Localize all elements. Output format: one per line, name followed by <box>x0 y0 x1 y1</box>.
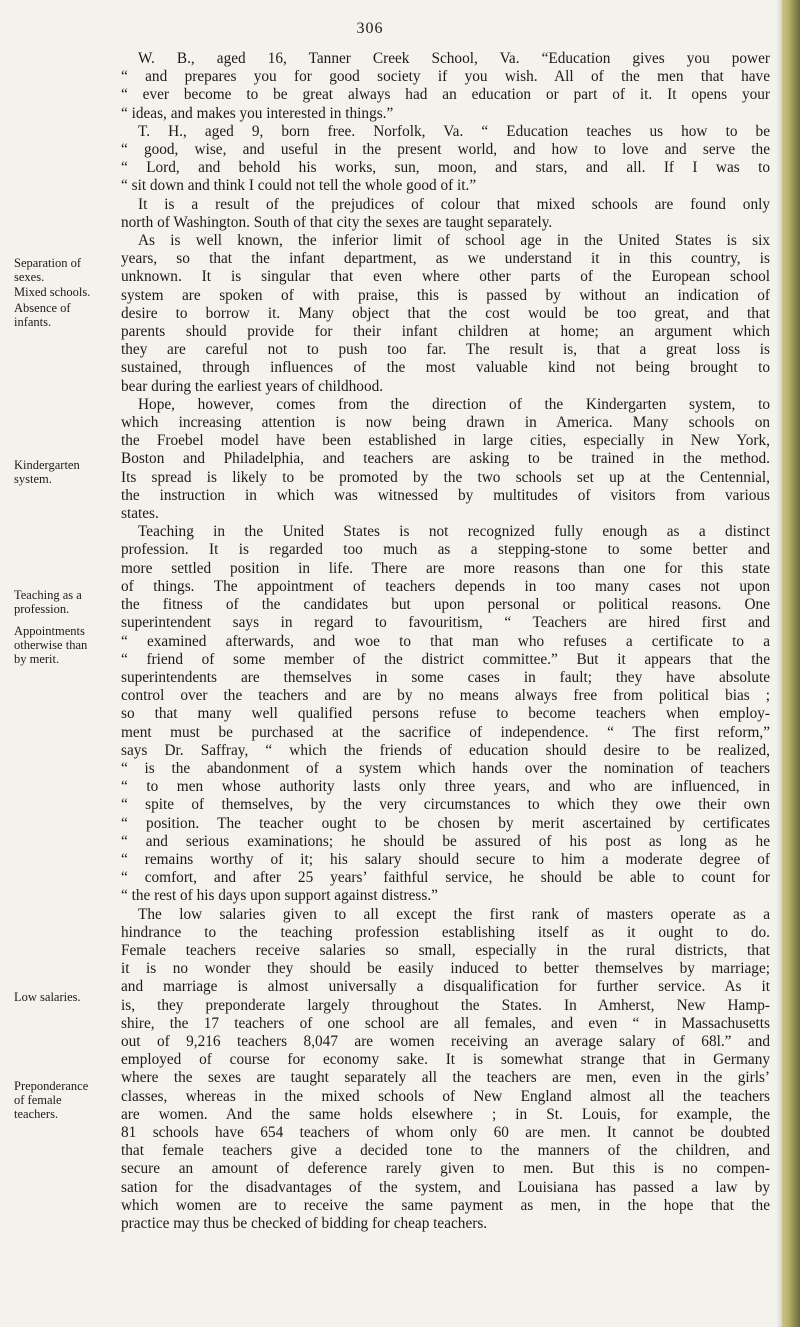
text-line: is, they preponderate largely throughout the States. In Amherst, New Hamp- <box>121 996 770 1014</box>
text-line: shire, the 17 teachers of one school are all females, and even “ in Massachusetts <box>121 1014 770 1032</box>
text-line: profession. It is regarded too much as a stepping-stone to some better and <box>121 541 770 559</box>
text-line: desire to borrow it. Many object that the cost would be too great, and that <box>121 304 770 322</box>
text-line: “ ideas, and makes you interested in things.” <box>121 104 394 122</box>
sidenote-separation-of-sexes: Separation of sexes. <box>14 256 81 284</box>
text-line: of things. The appointment of teachers depends in too many cases not upon <box>121 577 770 595</box>
text-line: unknown. It is singular that even where other parts of the European school <box>121 268 770 286</box>
text-line: It is a result of the prejudices of colour that mixed schools are found only <box>138 195 770 213</box>
text-line: north of Washington. South of that city the sexes are taught separately. <box>121 213 553 231</box>
text-line: bear during the earliest years of childhood. <box>121 377 384 395</box>
text-line: T. H., aged 9, born free. Norfolk, Va. “ Education teaches us how to be <box>138 122 770 140</box>
text-line: says Dr. Saffray, “ which the friends of education should desire to be realized, <box>121 741 770 759</box>
text-line: they are careful not to push too far. The result is, that a great loss is <box>121 341 770 359</box>
text-line: so that many well qualified persons refuse to become teachers when employ- <box>121 705 770 723</box>
text-line: “ ever become to be great always had an education or part of it. It opens your <box>121 86 770 104</box>
text-line: which women are to receive the same payment as men, in the hope that the <box>121 1196 770 1214</box>
text-line: “ to men whose authority lasts only three years, and who are influenced, in <box>121 778 770 796</box>
text-line: “ position. The teacher ought to be chosen by merit ascertained by certificates <box>121 814 770 832</box>
text-line: Teaching in the United States is not recognized fully enough as a distinct <box>138 523 770 541</box>
text-line: the fitness of the candidates but upon personal or political reasons. One <box>121 596 770 614</box>
book-edge <box>782 0 800 1327</box>
text-line: are women. And the same holds elsewhere ; in St. Louis, for example, the <box>121 1105 770 1123</box>
sidenote-appointments: Appointments otherwise than by merit. <box>14 624 88 666</box>
text-line: years, so that the infant department, as we understand it in this country, is <box>121 250 770 268</box>
text-line: more settled position in life. There are more reasons than one for this state <box>121 559 770 577</box>
text-line: “ examined afterwards, and woe to that man who refuses a certificate to a <box>121 632 770 650</box>
text-line: W. B., aged 16, Tanner Creek School, Va. “Education gives you power <box>138 50 770 67</box>
text-line: hindrance to the teaching profession establishing itself as it ought to do. <box>121 923 770 941</box>
text-line: out of 9,216 teachers 8,047 are women receiving an average salary of 68l.” and <box>121 1032 770 1050</box>
quote-wb <box>104 50 770 123</box>
text-line: “ friend of some member of the district committee.” But it appears that the <box>121 650 770 668</box>
paragraph-kindergarten <box>104 396 770 523</box>
text-line: The low salaries given to all except the first rank of masters operate as a <box>138 905 770 923</box>
text-line: “ remains worthy of it; his salary should secure to him a moderate degree of <box>121 850 770 868</box>
text-line: practice may thus be checked of bidding for cheap teachers. <box>121 1215 488 1232</box>
text-line: Its spread is likely to be promoted by the two schools set up at the Centennial, <box>121 468 770 486</box>
text-line: “ and prepares you for good society if you wish. All of the men that have <box>121 68 770 86</box>
sidenote-low-salaries: Low salaries. <box>14 990 81 1004</box>
text-line: states. <box>121 505 159 523</box>
text-line: “ good, wise, and useful in the present world, and how to love and serve the <box>121 141 770 159</box>
text-line: “ comfort, and after 25 years’ faithful service, he should be able to count for <box>121 869 770 887</box>
text-line: As is well known, the inferior limit of school age in the United States is six <box>138 232 770 250</box>
text-line: where the sexes are taught separately all the teachers are men, even in the girls’ <box>121 1069 770 1087</box>
text-line: the instruction in which was witnessed by multitudes of visitors from various <box>121 486 770 504</box>
quote-th <box>104 123 770 196</box>
text-line: parents should provide for their infant children at home; an argument which <box>121 323 770 341</box>
sidenote-kindergarten-system: Kindergarten system. <box>14 458 80 486</box>
text-line: ment must be purchased at the sacrifice of independence. “ The first reform,” <box>121 723 770 741</box>
text-line: classes, whereas in the mixed schools of New England almost all the teachers <box>121 1087 770 1105</box>
sidenote-mixed-schools: Mixed schools. <box>14 285 91 299</box>
text-line: “ Lord, and behold his works, sun, moon, and stars, and all. If I was to <box>121 159 770 177</box>
paragraph-absence-of-infants <box>104 232 770 396</box>
paragraph-mixed-schools <box>104 196 770 232</box>
sidenote-teaching-as-profession: Teaching as a profession. <box>14 588 82 616</box>
text-line: “ is the abandonment of a system which hands over the nomination of teachers <box>121 759 770 777</box>
sidenote-preponderance: Preponderance of female teachers. <box>14 1079 89 1121</box>
text-line: sation for the disadvantages of the system, and Louisiana has passed a law by <box>121 1178 770 1196</box>
text-line: Hope, however, comes from the direction of the Kindergarten system, to <box>138 395 770 413</box>
text-line: it is no wonder they should be easily induced to better themselves by marriage; <box>121 960 770 978</box>
paragraph-teaching-profession <box>104 523 770 905</box>
body-text <box>104 50 770 1233</box>
text-line: “ sit down and think I could not tell the whole good of it.” <box>121 177 477 195</box>
text-line: “ and serious examinations; he should be assured of his post as long as he <box>121 832 770 850</box>
text-line: which increasing attention is now being drawn in America. Many schools on <box>121 414 770 432</box>
text-line: sustained, through influences of the most valuable kind not being brought to <box>121 359 770 377</box>
text-line: Boston and Philadelphia, and teachers are asking to be trained in the method. <box>121 450 770 468</box>
text-line: Female teachers receive salaries so small, especially in the rural districts, that <box>121 941 770 959</box>
text-line: superintendent says in regard to favouritism, “ Teachers are hired first and <box>121 614 770 632</box>
paragraph-low-salaries <box>104 906 770 1234</box>
text-line: and marriage is almost universally a disqualification for further service. As it <box>121 978 770 996</box>
text-line: superintendents are themselves in some cases in fault; they have absolute <box>121 668 770 686</box>
text-line: “ the rest of his days upon support against distress.” <box>121 887 438 905</box>
sidenote-absence-of-infants: Absence of infants. <box>14 301 71 329</box>
text-line: secure an amount of deference rarely given to men. But this is no compen- <box>121 1160 770 1178</box>
text-line: the Froebel model have been established in large cities, especially in New York, <box>121 432 770 450</box>
text-line: “ spite of themselves, by the very circumstances to which they owe their own <box>121 796 770 814</box>
text-line: control over the teachers and are by no means always free from political bias ; <box>121 687 770 705</box>
text-line: 81 schools have 654 teachers of whom only 60 are men. It cannot be doubted <box>121 1123 770 1141</box>
text-line: system are spoken of with praise, this is passed by without an indication of <box>121 286 770 304</box>
text-line: employed of course for economy sake. It is somewhat strange that in Germany <box>121 1051 770 1069</box>
page-number: 306 <box>356 20 384 37</box>
text-line: that female teachers give a decided tone to the manners of the children, and <box>121 1142 770 1160</box>
